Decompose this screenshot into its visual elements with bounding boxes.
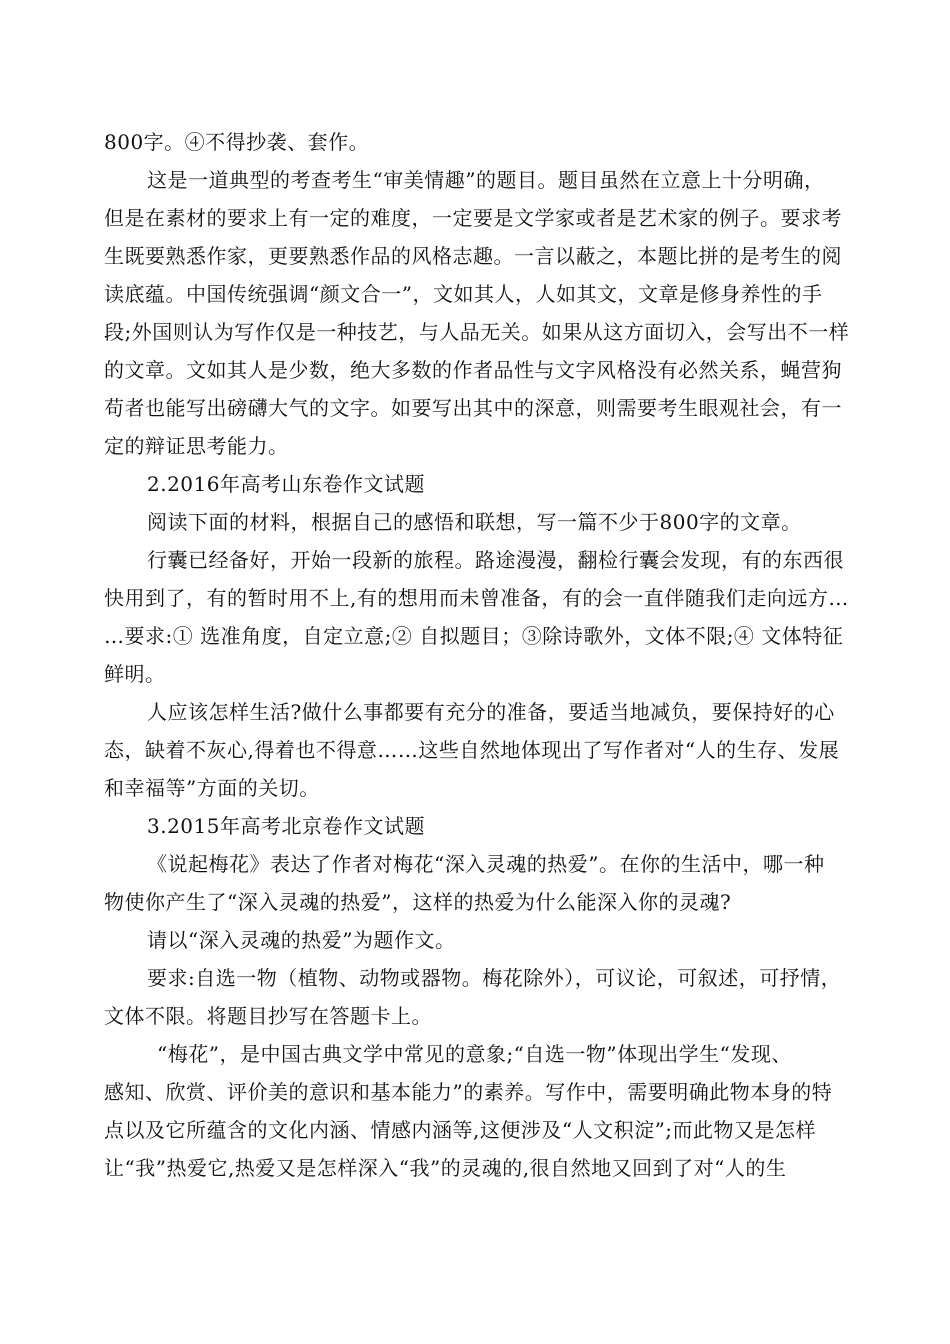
text-line: 点以及它所蕴含的文化内涵、情感内涵等,这便涉及“人文积淀”;而此物又是怎样 <box>104 1118 817 1142</box>
text-line: 物使你产生了“深入灵魂的热爱”，这样的热爱为什么能深入你的灵魂? <box>104 890 732 914</box>
text-line: 《说起梅花》表达了作者对梅花“深入灵魂的热爱”。在你的生活中，哪一种 <box>147 852 825 876</box>
text-line: 行囊已经备好，开始一段新的旅程。路途漫漫，翻检行囊会发现，有的东西很 <box>147 548 844 572</box>
section-heading: 3.2015年高考北京卷作文试题 <box>147 814 425 838</box>
text-line: 阅读下面的材料，根据自己的感悟和联想，写一篇不少于800字的文章。 <box>147 510 802 534</box>
text-line: 的文章。文如其人是少数，绝大多数的作者品性与文字风格没有必然关系，蝇营狗 <box>104 358 842 382</box>
text-line: 请以“深入灵魂的热爱”为题作文。 <box>147 928 456 952</box>
text-line: 生既要熟悉作家，更要熟悉作品的风格志趣。一言以蔽之，本题比拼的是考生的阅 <box>104 244 842 268</box>
section-heading: 2.2016年高考山东卷作文试题 <box>147 472 425 496</box>
text-line: 但是在素材的要求上有一定的难度，一定要是文学家或者是艺术家的例子。要求考 <box>104 206 842 230</box>
text-line: 和幸福等”方面的关切。 <box>104 776 320 800</box>
text-line: 快用到了，有的暂时用不上,有的想用而未曾准备，有的会一直伴随我们走向远方… <box>104 586 849 610</box>
text-line: 鲜明。 <box>104 662 166 686</box>
text-line: 定的辩证思考能力。 <box>104 434 289 458</box>
text-line: 态，缺着不灰心,得着也不得意……这些自然地体现出了写作者对“人的生存、发展 <box>104 738 840 762</box>
text-line: 这是一道典型的考查考生“审美情趣”的题目。题目虽然在立意上十分明确， <box>147 168 825 192</box>
text-line: 要求:自选一物（植物、动物或器物。梅花除外），可议论，可叙述，可抒情， <box>147 966 842 990</box>
text-line: 段;外国则认为写作仅是一种技艺，与人品无关。如果从这方面切入，会写出不一样 <box>104 320 850 344</box>
text-line: 感知、欣赏、评价美的意识和基本能力”的素养。写作中，需要明确此物本身的特 <box>104 1080 833 1104</box>
text-line: 读底蕴。中国传统强调“颜文合一”，文如其人，人如其文，文章是修身养性的手 <box>104 282 823 306</box>
text-line: 文体不限。将题目抄写在答题卡上。 <box>104 1004 432 1028</box>
text-line: 800字。④不得抄袭、套作。 <box>104 130 370 154</box>
text-line: 让“我”热爱它,热爱又是怎样深入“我”的灵魂的,很自然地又回到了对“人的生 <box>104 1156 787 1180</box>
text-line: 苟者也能写出磅礴大气的文字。如要写出其中的深意，则需要考生眼观社会，有一 <box>104 396 842 420</box>
text-line: …要求:① 选准角度，自定立意;② 自拟题目；③除诗歌外，文体不限;④ 文体特征 <box>104 624 844 648</box>
text-line: 人应该怎样生活?做什么事都要有充分的准备，要适当地减负，要保持好的心 <box>147 700 835 724</box>
text-line: “梅花”，是中国古典文学中常见的意象;“自选一物”体现出学生“发现、 <box>157 1042 792 1066</box>
